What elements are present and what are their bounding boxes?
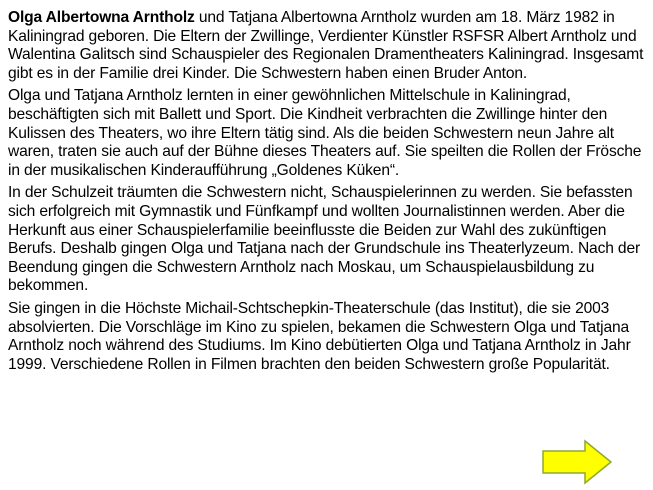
paragraph-1: [8, 9, 648, 83]
paragraph-4: Sie gingen in die Höchste Michail-Schtschepkin-Theaterschule (das Institut), die sie 2003 absolvierten. Die Vorschläge im Kino zu spielen, bekamen die Schwestern Olga und Tatjana Arntholz noch während des Studiums. Im Kino debütierten Olga und Tatjana Arntholz in Jahr 1999. Verschiedene Rollen in Filmen brachten den beiden Schwestern große Popularität.: [8, 299, 631, 373]
paragraph-1-text: und Tatjana Albertowna Arntholz wurden am 18. März 1982 in Kaliningrad geboren. Die Eltern der Zwillinge, Verdienter Künstler RSFSR Albert Arntholz und Walentina Galitsch sind Schauspieler des Regionalen Dramentheaters Kaliningrad. Insgesamt gibt es in der Familie drei Kinder. Die Schwestern haben einen Bruder Anton.: [8, 9, 644, 82]
next-slide-button[interactable]: [541, 438, 613, 486]
paragraph-2: Olga und Tatjana Arntholz lernten in einer gewöhnlichen Mittelschule in Kaliningrad, beschäftigten sich mit Ballett und Sport. Die Kindheit verbrachten die Zwillinge hinter den Kulissen des Theaters, wo ihre Eltern tätig sind. Als die beiden Schwestern neun Jahre alt waren, traten sie auch auf der Bühne dieses Theaters auf. Sie speilten die Rollen der Frösche in der musikalischen Kinderaufführung „Goldenes Küken“.: [8, 87, 642, 179]
paragraph-1-bold-name: Olga Albertowna Arntholz: [8, 9, 195, 26]
right-arrow-icon: [541, 438, 613, 486]
paragraph-3: In der Schulzeit träumten die Schwestern nicht, Schauspielerinnen zu werden. Sie befassten sich erfolgreich mit Gymnastik und Fünfkampf und wollten Journalistinnen werden. Aber die Herkunft aus einer Schauspielerfamilie beeinflusste die Beiden zur Wahl des zukünftigen Berufs. Deshalb gingen Olga und Tatjana nach der Grundschule ins Theaterlyzeum. Nach der Beendung gingen die Schwestern Arntholz nach Moskau, um Schauspielausbildung zu bekommen.: [8, 184, 641, 295]
slide-text-body: [8, 9, 648, 378]
